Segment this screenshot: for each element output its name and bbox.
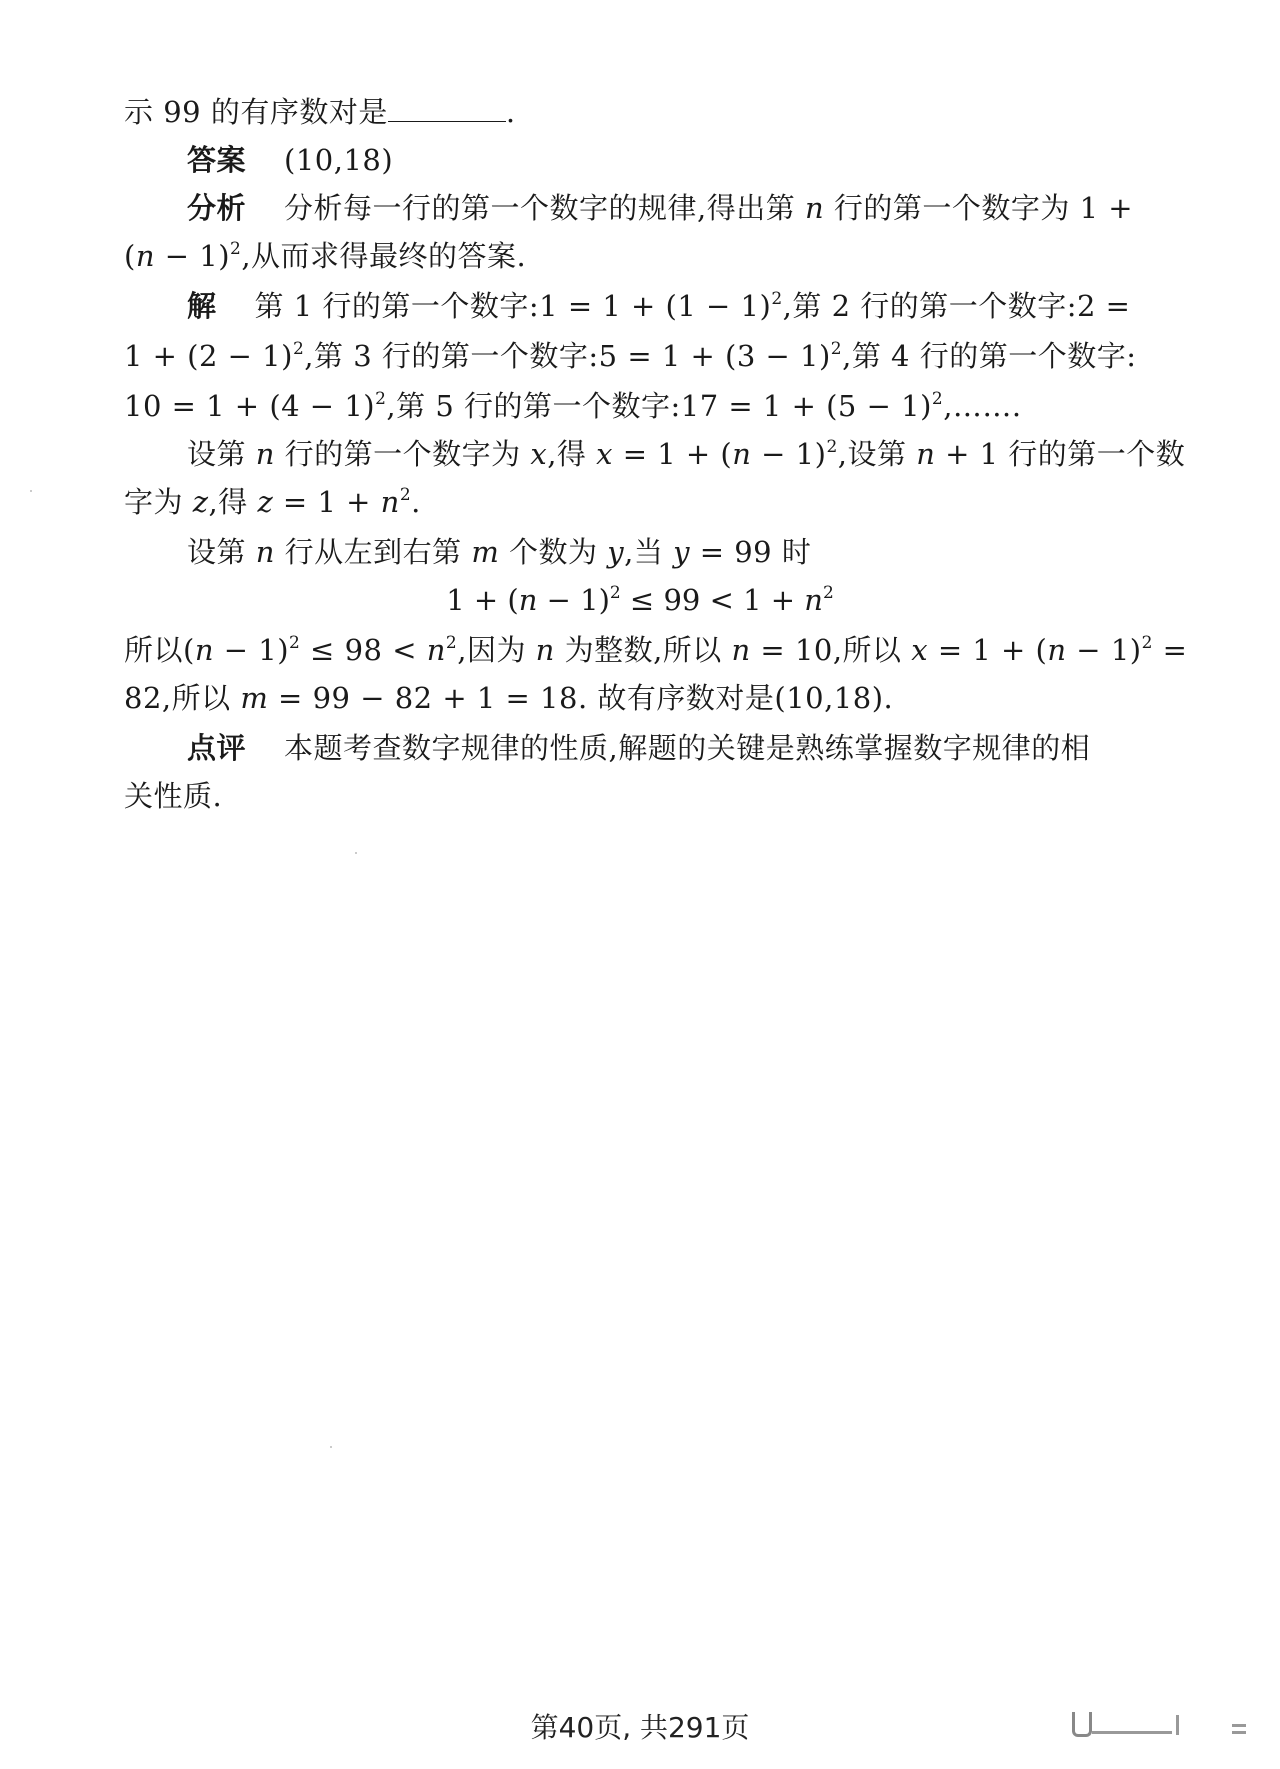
exponent: 2 (292, 339, 305, 359)
var-n: n (255, 437, 275, 471)
solution-line-1 (187, 286, 1131, 326)
inequality-formula (0, 580, 1280, 620)
solution-text: ,……. (943, 389, 1022, 423)
exponent: 2 (830, 339, 843, 359)
analysis-text: ,从而求得最终的答案. (241, 239, 527, 273)
question-tail-line (124, 92, 516, 132)
solution-text: 1 + (2 − 1) (124, 339, 293, 373)
comment-label: 点评 (187, 731, 247, 765)
therefore-text: 所以( (124, 633, 195, 667)
solution-line-3 (124, 386, 1022, 426)
menu-icon[interactable] (1232, 1724, 1246, 1727)
question-text: 示 99 的有序数对是 (124, 95, 388, 129)
setx-text: − 1) (751, 437, 827, 471)
var-y: y (607, 535, 625, 569)
analysis-text: 分析每一行的第一个数字的规律,得出第 (284, 191, 805, 225)
analysis-text: − 1) (155, 239, 231, 273)
sety-text: 个数为 (499, 535, 608, 569)
var-n: n (194, 633, 215, 667)
var-z: z (192, 485, 209, 519)
var-x: x (530, 437, 548, 471)
exponent: 2 (822, 583, 834, 603)
formula-text: 1 + ( (446, 583, 519, 617)
scan-speck (355, 852, 357, 854)
formula-text: − 1) (537, 583, 610, 617)
answer-blank (388, 95, 506, 122)
exponent: 2 (289, 633, 301, 653)
comment-text: 本题考查数字规律的性质,解题的关键是熟练掌握数字规律的相 (284, 731, 1091, 765)
setx-text: = 1 + ( (613, 437, 733, 471)
therefore-text: ≤ 98 < (300, 633, 427, 667)
therefore-line-1 (124, 630, 1187, 670)
setx-text: = 1 + (273, 485, 381, 519)
setx-text: . (411, 485, 421, 519)
therefore-text: = 10,所以 (750, 633, 912, 667)
comment-text: 关性质. (124, 779, 223, 813)
page-viewer-icon[interactable] (1072, 1712, 1092, 1737)
therefore-text: 为整数,所以 (554, 633, 732, 667)
var-x: x (911, 633, 929, 667)
var-m: m (471, 535, 500, 569)
var-n: n (1047, 633, 1067, 667)
page-number-footer: 第40页, 共291页 (530, 1711, 750, 1744)
var-n: n (804, 583, 823, 617)
scroll-track-icon[interactable] (1092, 1731, 1172, 1734)
setx-line-1 (187, 434, 1185, 474)
exponent: 2 (375, 389, 387, 409)
analysis-line-1 (187, 188, 1133, 228)
sety-text: 行从左到右第 (274, 535, 472, 569)
var-y: y (673, 535, 690, 569)
var-z: z (257, 485, 274, 519)
setx-text: ,得 (547, 437, 597, 471)
comment-line-2 (124, 776, 222, 816)
exponent: 2 (1141, 633, 1153, 653)
therefore-text: = 99 − 82 + 1 = 18. 故有序数对是(10,18). (268, 681, 894, 715)
solution-line-2 (124, 336, 1137, 376)
var-x: x (596, 437, 613, 471)
formula-text: ≤ 99 < 1 + (620, 583, 805, 617)
answer-line (187, 140, 393, 180)
analysis-text: ( (124, 239, 136, 273)
analysis-line-2 (124, 236, 526, 276)
sety-text: 设第 (187, 535, 256, 569)
setx-line-2 (124, 482, 421, 522)
var-n: n (535, 633, 555, 667)
solution-text: ,第 4 行的第一个数字: (842, 339, 1137, 373)
sety-text: = 99 时 (690, 535, 812, 569)
question-period: . (505, 95, 516, 129)
var-n: n (380, 485, 400, 519)
therefore-text: − 1) (214, 633, 290, 667)
var-n: n (135, 239, 156, 273)
exponent: 2 (931, 389, 944, 409)
var-n: n (732, 437, 752, 471)
solution-text: 10 = 1 + (4 − 1) (124, 389, 376, 423)
comment-line-1 (187, 728, 1090, 768)
var-n: n (731, 633, 751, 667)
therefore-text: = 1 + ( (928, 633, 1048, 667)
solution-text: ,第 5 行的第一个数字:17 = 1 + (5 − 1) (386, 389, 932, 423)
var-n: n (916, 437, 936, 471)
scan-speck (330, 1446, 332, 1448)
setx-text: ,设第 (837, 437, 917, 471)
solution-text: ,第 2 行的第一个数字:2 = (782, 289, 1131, 323)
therefore-text: 82,所以 (124, 681, 241, 715)
analysis-text: 行的第一个数字为 1 + (824, 191, 1134, 225)
exponent: 2 (826, 437, 838, 457)
setx-text: + 1 行的第一个数 (935, 437, 1186, 471)
exponent: 2 (609, 583, 621, 603)
scroll-handle-icon[interactable] (1176, 1715, 1179, 1735)
setx-text: ,得 (208, 485, 258, 519)
therefore-text: ,因为 (457, 633, 536, 667)
var-m: m (240, 681, 269, 715)
answer-label: 答案 (187, 143, 247, 177)
answer-text: (10,18) (284, 143, 394, 177)
menu-icon-bar (1232, 1731, 1246, 1734)
solution-label: 解 (187, 289, 217, 323)
exponent: 2 (399, 485, 412, 505)
therefore-text: = (1152, 633, 1188, 667)
solution-text: ,第 3 行的第一个数字:5 = 1 + (3 − 1) (304, 339, 831, 373)
var-n: n (426, 633, 446, 667)
analysis-label: 分析 (187, 191, 247, 225)
therefore-line-2 (124, 678, 893, 718)
scan-speck (30, 490, 32, 492)
exponent: 2 (771, 289, 783, 309)
therefore-text: − 1) (1066, 633, 1142, 667)
setx-text: 设第 (187, 437, 256, 471)
var-n: n (804, 191, 825, 225)
var-n: n (255, 535, 275, 569)
setx-text: 字为 (124, 485, 193, 519)
exponent: 2 (230, 239, 242, 259)
setx-text: 行的第一个数字为 (274, 437, 531, 471)
exponent: 2 (445, 633, 458, 653)
sety-text: ,当 (624, 535, 674, 569)
var-n: n (518, 583, 538, 617)
sety-line (187, 532, 811, 572)
solution-text: 第 1 行的第一个数字:1 = 1 + (1 − 1) (254, 289, 772, 323)
